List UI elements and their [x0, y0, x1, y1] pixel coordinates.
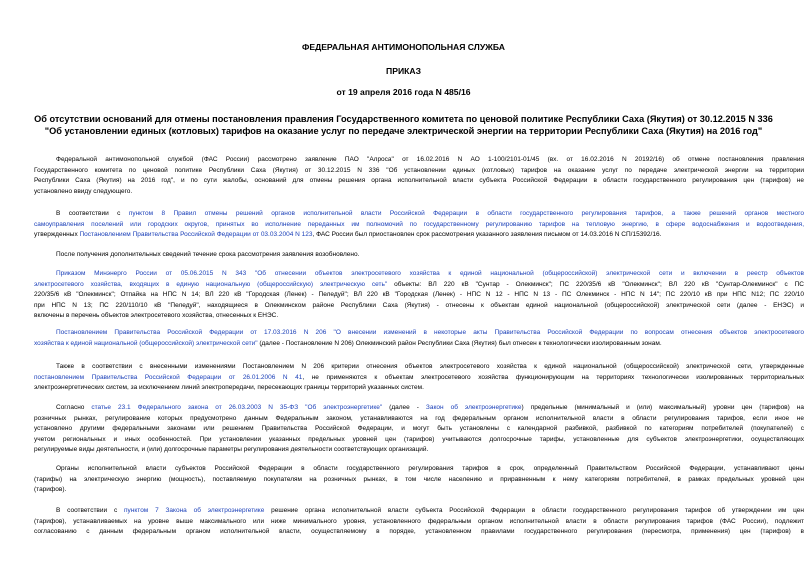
- paragraph-6: [34, 362, 804, 394]
- p9-text: решение органа исполнительной власти субъекта Российской Федерации в области государственного регулирования тарифов об утверждении им цен: [264, 507, 804, 514]
- agency-name: ФЕДЕРАЛЬНАЯ АНТИМОНОПОЛЬНАЯ СЛУЖБА: [302, 42, 505, 52]
- p6-text: , не применяются к объектам электросетевого хозяйства функционирующим на территориях технологически изолированных территориальных: [302, 373, 804, 381]
- resolution-206-link-cont[interactable]: хозяйства к единой национальной (общероссийской) электрической сети": [34, 339, 258, 347]
- p4-line-3: 220/35/6 кВ "Олекминск"; Отпайка на НПС N 14; ВЛ 220 кВ "Городская (Ленек) - Пеледуй"; ВЛ 220 кВ "Городская (Ленек) - НПС N 12 - НПС N 13 - ПС Олекминск - НПС N 14"; ПС 220/10 кВ при НПС N12; ПС 220/10: [34, 291, 804, 299]
- p2-text: , ФАС России был приостановлен срок рассмотрения указанного заявления письмом от 14.03.2016 N СП/15392/16.: [312, 231, 662, 239]
- title-line-2: "Об установлении единых (котловых) тарифов на оказание услуг по передаче электрической энергии на территории Республики Саха (Якутия) на 2016 год": [44, 126, 763, 136]
- p1-line-1: Федеральной антимонопольной службой (ФАС России) рассмотрено заявление ПАО "Алроса" от 16.02.2016 N АО 1-100/2101-01/45 (вх. от 16.02.2016 N 20192/16) об отмене постановления правления: [56, 156, 804, 163]
- p9-line-3: согласованию с данным федеральным органом исполнительной власти, осуществляемому в порядке, установленном правилами государственного регулирования (пересмотра, применения) цен (тарифов) в: [34, 528, 804, 536]
- order-343-link-cont[interactable]: электросетевого хозяйства, входящих в единую национальную (общероссийскую) электрическую сеть": [34, 280, 388, 288]
- p1-line-2: Государственного комитета по ценовой политике Республики Саха (Якутия) от 30.12.2015 N 336 "Об установлении единых (котловых) тарифов на оказание услуг по передаче электрической энергии на территории: [34, 166, 804, 174]
- p7-line-4: учетом региональных и иных особенностей. При установлении указанных предельных уровней цен (тарифов) учитываются долгосрочные тарифы, установленные для субъектов электроэнергетики, осуществляющих: [34, 435, 804, 443]
- rules-point-8-link[interactable]: пунктом 8 Правил отмены решений органов исполнительной власти Российской Федерации в области государственного регулирования тарифов, а также решений органов местного: [128, 210, 804, 217]
- p2-line-1: [34, 209, 804, 220]
- paragraph-4: [34, 269, 804, 322]
- p2-line-3: [34, 230, 804, 241]
- paragraph-3: [34, 250, 804, 261]
- resolution-41-link[interactable]: постановлением Правительства Российской Федерации от 26.01.2006 N 41: [34, 373, 303, 381]
- paragraph-2: [34, 209, 804, 241]
- p2-line-2: [34, 220, 804, 231]
- p5-line-1: [34, 328, 804, 339]
- p7-line-3: установлено другими федеральными законами или решением Правительства Российской Федерации, и могут быть установлены с календарной разбивкой, разбивкой по категориям потребителей (покупателей) с: [34, 425, 804, 433]
- law-point-7-link[interactable]: пунктом 7 Закона об электроэнергетике: [124, 507, 265, 514]
- paragraph-5: [34, 328, 804, 349]
- p4-line-2: [34, 280, 804, 291]
- p8-line-2: (тарифы) на электрическую энергию (мощность), поставляемую покупателям на розничных рынках, в том числе населению и приравненным к нему категориям потребителей, в рамках предельных уровней цен: [34, 475, 804, 483]
- p8-line-3: (тарифов).: [34, 486, 67, 494]
- p8-line-1: Органы исполнительной власти субъектов Российской Федерации в области государственного регулирования тарифов в срок, определенный Правительством Российской Федерации, устанавливают цены: [56, 465, 804, 472]
- p7-line-2: розничных рынках, регулирование которых предусмотрено данным Федеральным законом, устанавливаются на год федеральным органом исполнительной власти в области регулирования тарифов, если иное не: [34, 414, 804, 422]
- p9-line-2: (тарифов), устанавливаемых на уровне выше максимального или ниже минимального уровня, установленного федеральным органом исполнительной власти в области регулирования тарифов (ФАС России), подлежит: [34, 517, 804, 525]
- p4-text: объекты: ВЛ 220 кВ "Сунтар - Олекминск"; ПС 220/35/6 кВ "Олекминск"; ВЛ 220 кВ "Сунтар-Олекминск" с ПС: [387, 280, 804, 288]
- paragraph-1: [34, 155, 804, 197]
- article-23-1-link[interactable]: статье 23.1 Федерального закона от 26.03.2003 N 35-ФЗ: [91, 404, 299, 411]
- p7-line-1: [34, 403, 804, 414]
- p5-text: (далее - Постановление N 206) Олекминский район Республики Саха (Якутия) был отнесен к технологически изолированным зонам.: [257, 339, 662, 347]
- p7-text: Согласно: [56, 404, 92, 411]
- p9-line-1: [34, 506, 804, 517]
- p2-text: В соответствии с: [56, 210, 129, 217]
- resolution-206-link[interactable]: Постановлением Правительства Российской Федерации от 17.03.2016 N 206 "О внесении изменений в некоторые акты Правительства Российской Федерации по вопросам отнесения объектов электросетевого: [56, 329, 804, 336]
- p2-text: утвержденных: [34, 231, 80, 239]
- law-abbrev-link[interactable]: Закон об электроэнергетике: [425, 404, 522, 411]
- doc-type: ПРИКАЗ: [386, 66, 421, 76]
- p5-line-2: [34, 339, 804, 350]
- title-line-1: Об отсутствии оснований для отмены постановления правления Государственного комитета по ценовой политике Республики Саха (Якутия) от 30.12.2015 N 336: [34, 114, 773, 124]
- p4-line-4: при НПС N 13; ПС 220/110/10 кВ "Пеледуй", находящиеся в Олекминском районе Республики Саха (Якутия) - отнесены к объектам единой национальной (общероссийской) электрической сети (далее - ЕНЭС) и: [34, 301, 804, 309]
- document-title: [0, 113, 807, 137]
- p4-line-1: [34, 269, 804, 280]
- p6-line-1: Также в соответствии с внесенными изменениями Постановлением N 206 критерии отнесения объектов электросетевого хозяйства к единой национальной (общероссийской) электрической сети, утвержденные: [56, 363, 804, 370]
- p9-text: В соответствии с: [56, 507, 125, 514]
- p1-line-3: Республики Саха (Якутия) на 2016 год", и по сути жалобы, оснований для отмены решения органа исполнительной власти субъекта Российской Федерации в области государственного регулирования цен (тарифов) не: [34, 177, 804, 185]
- paragraph-9: [34, 506, 804, 538]
- p6-line-2: [34, 373, 804, 384]
- paragraph-8: [34, 464, 804, 496]
- paragraph-7: [34, 403, 804, 456]
- p1-line-4: установлено ввиду следующего.: [34, 187, 133, 195]
- rules-point-8-link-cont[interactable]: самоуправления поселений или городских округов, принятых во исполнение переданных им полномочий по государственному регулированию тарифов на тепловую энергию, в сфере водоснабжения и водоотведения,: [34, 220, 804, 228]
- resolution-123-link[interactable]: Постановлением Правительства Российской Федерации от 03.03.2004 N 123: [79, 231, 313, 239]
- p6-line-3: электроэнергетических систем, за исключением линий электропередачи, пересекающих границы территорий указанных систем.: [34, 384, 424, 392]
- p3-line-1: После получения дополнительных сведений течение срока рассмотрения заявления возобновлено.: [56, 251, 360, 258]
- p7-text: (далее -: [382, 404, 426, 411]
- doc-date: от 19 апреля 2016 года N 485/16: [336, 87, 471, 97]
- p7-line-5: регулируемые виды деятельности, и (или) долгосрочные параметры регулирования деятельности соответствующих организаций.: [34, 446, 429, 454]
- p4-line-5: включены в перечень объектов электросетевого хозяйства, отнесенных к ЕНЭС.: [34, 312, 279, 320]
- p7-text: ) предельные (минимальный и (или) максимальный) уровни цен (тарифов) на: [521, 404, 804, 411]
- electroenergetics-law-link[interactable]: "Об электроэнергетике": [305, 404, 383, 411]
- order-343-link[interactable]: Приказом Минэнерго России от 05.06.2015 N 343 "Об отнесении объектов электросетевого хозяйства к единой национальной (общероссийской) электрической сети и включении в реестр объектов: [56, 270, 804, 277]
